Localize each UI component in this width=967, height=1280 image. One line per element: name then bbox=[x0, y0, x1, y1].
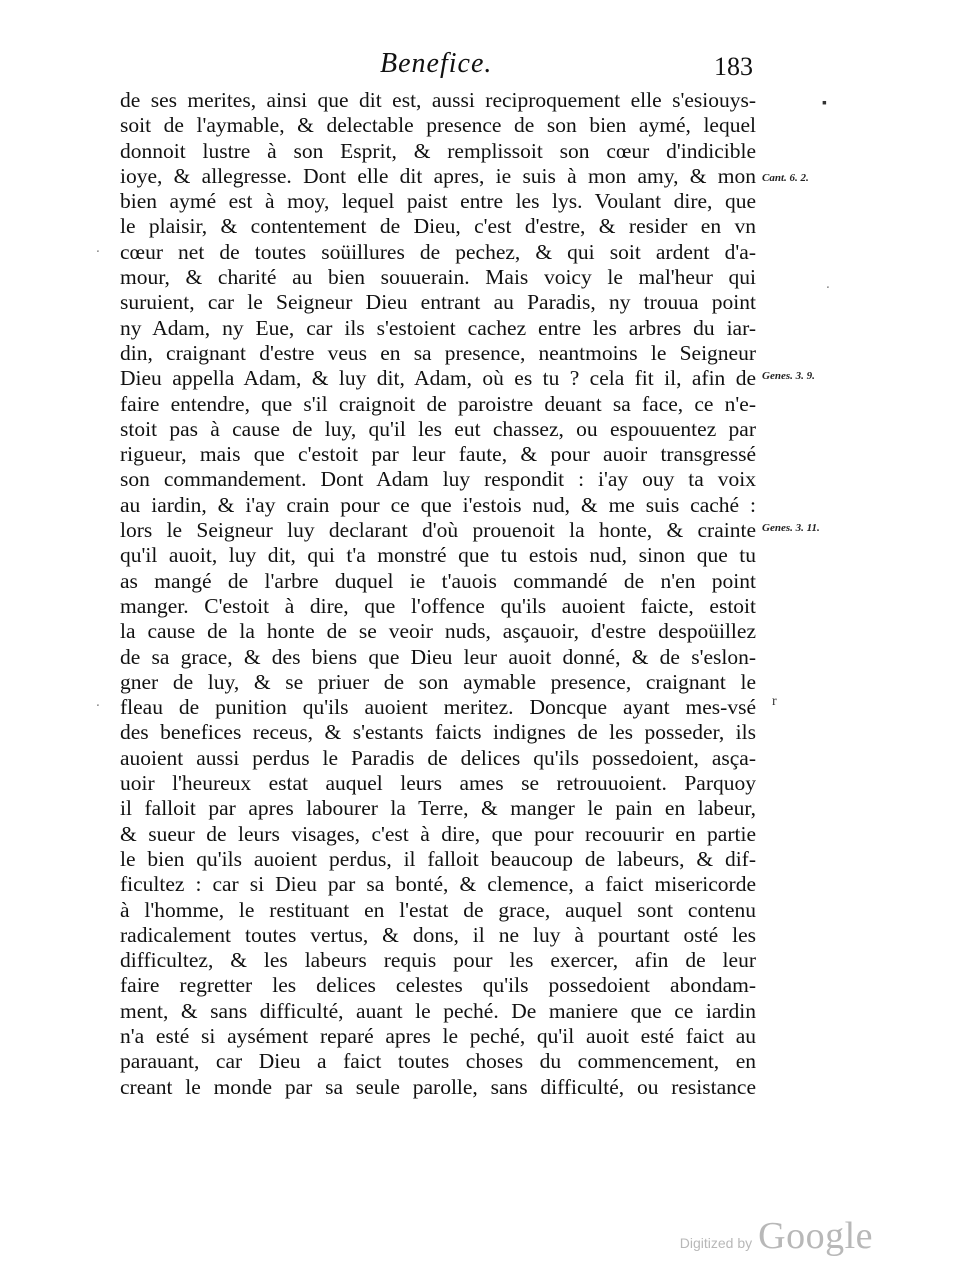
text-line: radicalement toutes vertus, & dons, il ne luy à pourtant osté les bbox=[120, 922, 756, 947]
text-line: ioye, & allegresse. Dont elle dit apres, ie suis à mon amy, & mon bbox=[120, 163, 756, 188]
text-line: de sa grace, & des biens que Dieu leur auoit donné, & de s'eslon- bbox=[120, 644, 756, 669]
text-line: qu'il auoit, luy dit, qui t'a monstré que tu estois nud, sinon que tu bbox=[120, 543, 756, 568]
margin-mark: ˑ bbox=[826, 282, 830, 297]
page-number: 183 bbox=[714, 52, 753, 81]
text-line: fleau de punition qu'ils auoient meritez. Doncque ayant mes-vsé bbox=[120, 695, 756, 720]
text-line: le bien qu'ils auoient perdus, il falloit beaucoup de labeurs, & dif- bbox=[120, 846, 756, 871]
google-logo: Google bbox=[758, 1215, 873, 1257]
text-line: la cause de la honte de se veoir nuds, asçauoir, d'estre despoüillez bbox=[120, 619, 756, 644]
margin-note-genes-3-9: Genes. 3. 9. bbox=[762, 370, 815, 382]
text-line: ment, & sans difficulté, auant le peché. De maniere que ce iardin bbox=[120, 998, 756, 1023]
text-line: des benefices receus, & s'estants faicts indignes de les posseder, ils bbox=[120, 720, 756, 745]
text-line: cœur net de toutes soüillures de pechez, & qui soit ardent d'a- bbox=[120, 239, 756, 264]
text-line: as mangé de l'arbre duquel ie t'auois commandé de n'en point bbox=[120, 568, 756, 593]
text-line: parauant, car Dieu a faict toutes choses du commencement, en bbox=[120, 1049, 756, 1074]
text-line: gner de luy, & se priuer de son aymable presence, craignant le bbox=[120, 669, 756, 694]
text-line: manger. C'estoit à dire, que l'offence qu'ils auoient faicte, estoit bbox=[120, 593, 756, 618]
text-line: soit de l'aymable, & delectable presence de son bien aymé, lequel bbox=[120, 113, 756, 138]
text-line: donnoit lustre à son Esprit, & remplissoit son cœur d'indicible bbox=[120, 138, 756, 163]
margin-mark: ˑ bbox=[96, 246, 100, 261]
text-line: de ses merites, ainsi que dit est, aussi reciproquement elle s'esiouys- bbox=[120, 88, 756, 112]
text-line: creant le monde par sa seule parolle, sans difficulté, ou resistance bbox=[120, 1074, 756, 1099]
text-line: & sueur de leurs visages, c'est à dire, que pour recouurir en partie bbox=[120, 821, 756, 846]
text-line: bien aymé est à moy, lequel paist entre les lys. Voulant dire, que bbox=[120, 189, 756, 214]
text-line: stoit pas à cause de luy, qu'il les eut chassez, ou espouuentez par bbox=[120, 416, 756, 441]
text-line: mour, & charité au bien souuerain. Mais voicy le mal'heur qui bbox=[120, 265, 756, 290]
text-line: uoir l'heureux estat auquel leurs ames se retrouuoient. Parquoy bbox=[120, 771, 756, 796]
text-line: n'a esté si aysément reparé apres le peché, qu'il auoit esté faict au bbox=[120, 1023, 756, 1048]
margin-mark: ▪ bbox=[822, 96, 827, 111]
margin-note-genes-3-11: Genes. 3. 11. bbox=[762, 522, 820, 534]
text-line: au iardin, & i'ay crain pour ce que i'estois nud, & me suis caché : bbox=[120, 492, 756, 517]
margin-note-cant: Cant. 6. 2. bbox=[762, 172, 809, 184]
text-line: ny Adam, ny Eue, car ils s'estoient cachez entre les arbres du iar- bbox=[120, 315, 756, 340]
text-line: suruient, car le Seigneur Dieu entrant au Paradis, ny trouua point bbox=[120, 290, 756, 315]
text-line: rigueur, mais que c'estoit par leur faute, & pour auoir transgressé bbox=[120, 442, 756, 467]
text-line: son commandement. Dont Adam luy respondit : i'ay ouy ta voix bbox=[120, 467, 756, 492]
running-title: Benefice. bbox=[380, 48, 493, 79]
text-line: ficultez : car si Dieu par sa bonté, & clemence, a faict misericorde bbox=[120, 872, 756, 897]
watermark-prefix: Digitized by bbox=[679, 1235, 753, 1251]
digitized-by-watermark bbox=[680, 1214, 873, 1258]
text-line: le plaisir, & contentement de Dieu, c'est d'estre, & resider en vn bbox=[120, 214, 756, 239]
text-line: din, craignant d'estre veus en sa presence, neantmoins le Seigneur bbox=[120, 340, 756, 365]
text-line: difficultez, & les labeurs requis pour les exercer, afin de leur bbox=[120, 948, 756, 973]
text-line: Dieu appella Adam, & luy dit, Adam, où es tu ? cela fit il, afin de bbox=[120, 366, 756, 391]
margin-mark: r bbox=[772, 694, 777, 709]
text-line: faire regretter les delices celestes qu'ils possedoient abondam- bbox=[120, 973, 756, 998]
text-line: il falloit par apres labourer la Terre, & manger le pain en labeur, bbox=[120, 796, 756, 821]
text-line: lors le Seigneur luy declarant d'où prouenoit la honte, & crainte bbox=[120, 518, 756, 543]
text-line: à l'homme, le restituant en l'estat de grace, auquel sont contenu bbox=[120, 897, 756, 922]
margin-mark: ˑ bbox=[96, 700, 100, 715]
body-text bbox=[120, 88, 756, 1100]
text-line: faire entendre, que s'il craignoit de paroistre deuant sa face, ce n'e- bbox=[120, 391, 756, 416]
text-line: auoient aussi perdus le Paradis de delices qu'ils possedoient, asça- bbox=[120, 745, 756, 770]
